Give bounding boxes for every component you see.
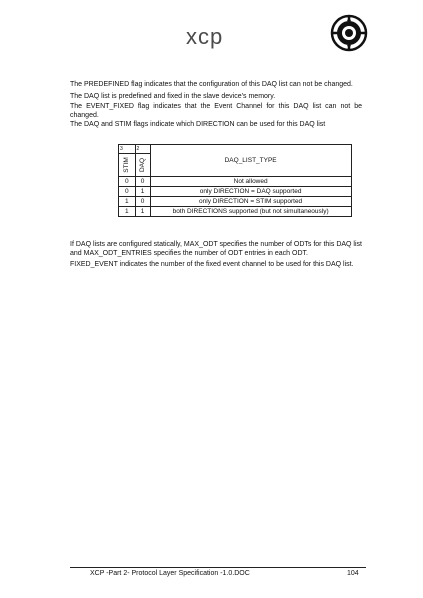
daq-cell: 0 <box>135 197 150 207</box>
direction-paragraph: The DAQ and STIM flags indicate which DIRECTION can be used for this DAQ list <box>70 121 326 128</box>
page-number: 104 <box>347 570 359 577</box>
footer-title: XCP -Part 2- Protocol Layer Specification -1.0.DOC <box>90 570 250 577</box>
stim-cell: 0 <box>119 187 136 197</box>
description-cell: Not allowed <box>150 177 351 187</box>
table-row <box>119 187 352 197</box>
description-cell: only DIRECTION = DAQ supported <box>150 187 351 197</box>
daq-column-header: DAQ <box>135 154 150 177</box>
daq-cell: 1 <box>135 187 150 197</box>
xcp-logo: xcp <box>186 24 224 49</box>
stim-cell: 1 <box>119 207 136 217</box>
stim-cell: 0 <box>119 177 136 187</box>
daq-list-type-table <box>118 144 352 217</box>
predefined-detail-paragraph: The DAQ list is predefined and fixed in the slave device’s memory. <box>70 93 276 100</box>
daq-cell: 1 <box>135 207 150 217</box>
bit-3-label: 3 <box>119 145 136 154</box>
stim-cell: 1 <box>119 197 136 207</box>
daq-cell: 0 <box>135 177 150 187</box>
event-fixed-paragraph: The EVENT_FIXED flag indicates that the Event Channel for this DAQ list can not be changed. <box>70 103 362 119</box>
bit-2-label: 2 <box>135 145 150 154</box>
max-odt-paragraph: If DAQ lists are configured statically, MAX_ODT specifies the number of ODTs for this DAQ list and MAX_ODT_ENTRIES specifies the number of ODT entries in each ODT. <box>70 241 362 257</box>
description-cell: only DIRECTION = STIM supported <box>150 197 351 207</box>
seal-logo-icon <box>330 14 368 52</box>
table-row <box>119 197 352 207</box>
table-row <box>119 207 352 217</box>
table-row <box>119 177 352 187</box>
predefined-paragraph: The PREDEFINED flag indicates that the configuration of this DAQ list can not be changed. <box>70 81 353 88</box>
stim-column-header: STIM <box>119 154 136 177</box>
fixed-event-paragraph: FIXED_EVENT indicates the number of the fixed event channel to be used for this DAQ list. <box>70 261 354 268</box>
footer-divider <box>70 567 366 568</box>
daq-list-type-header: DAQ_LIST_TYPE <box>150 145 351 177</box>
description-cell: both DIRECTIONS supported (but not simultaneously) <box>150 207 351 217</box>
